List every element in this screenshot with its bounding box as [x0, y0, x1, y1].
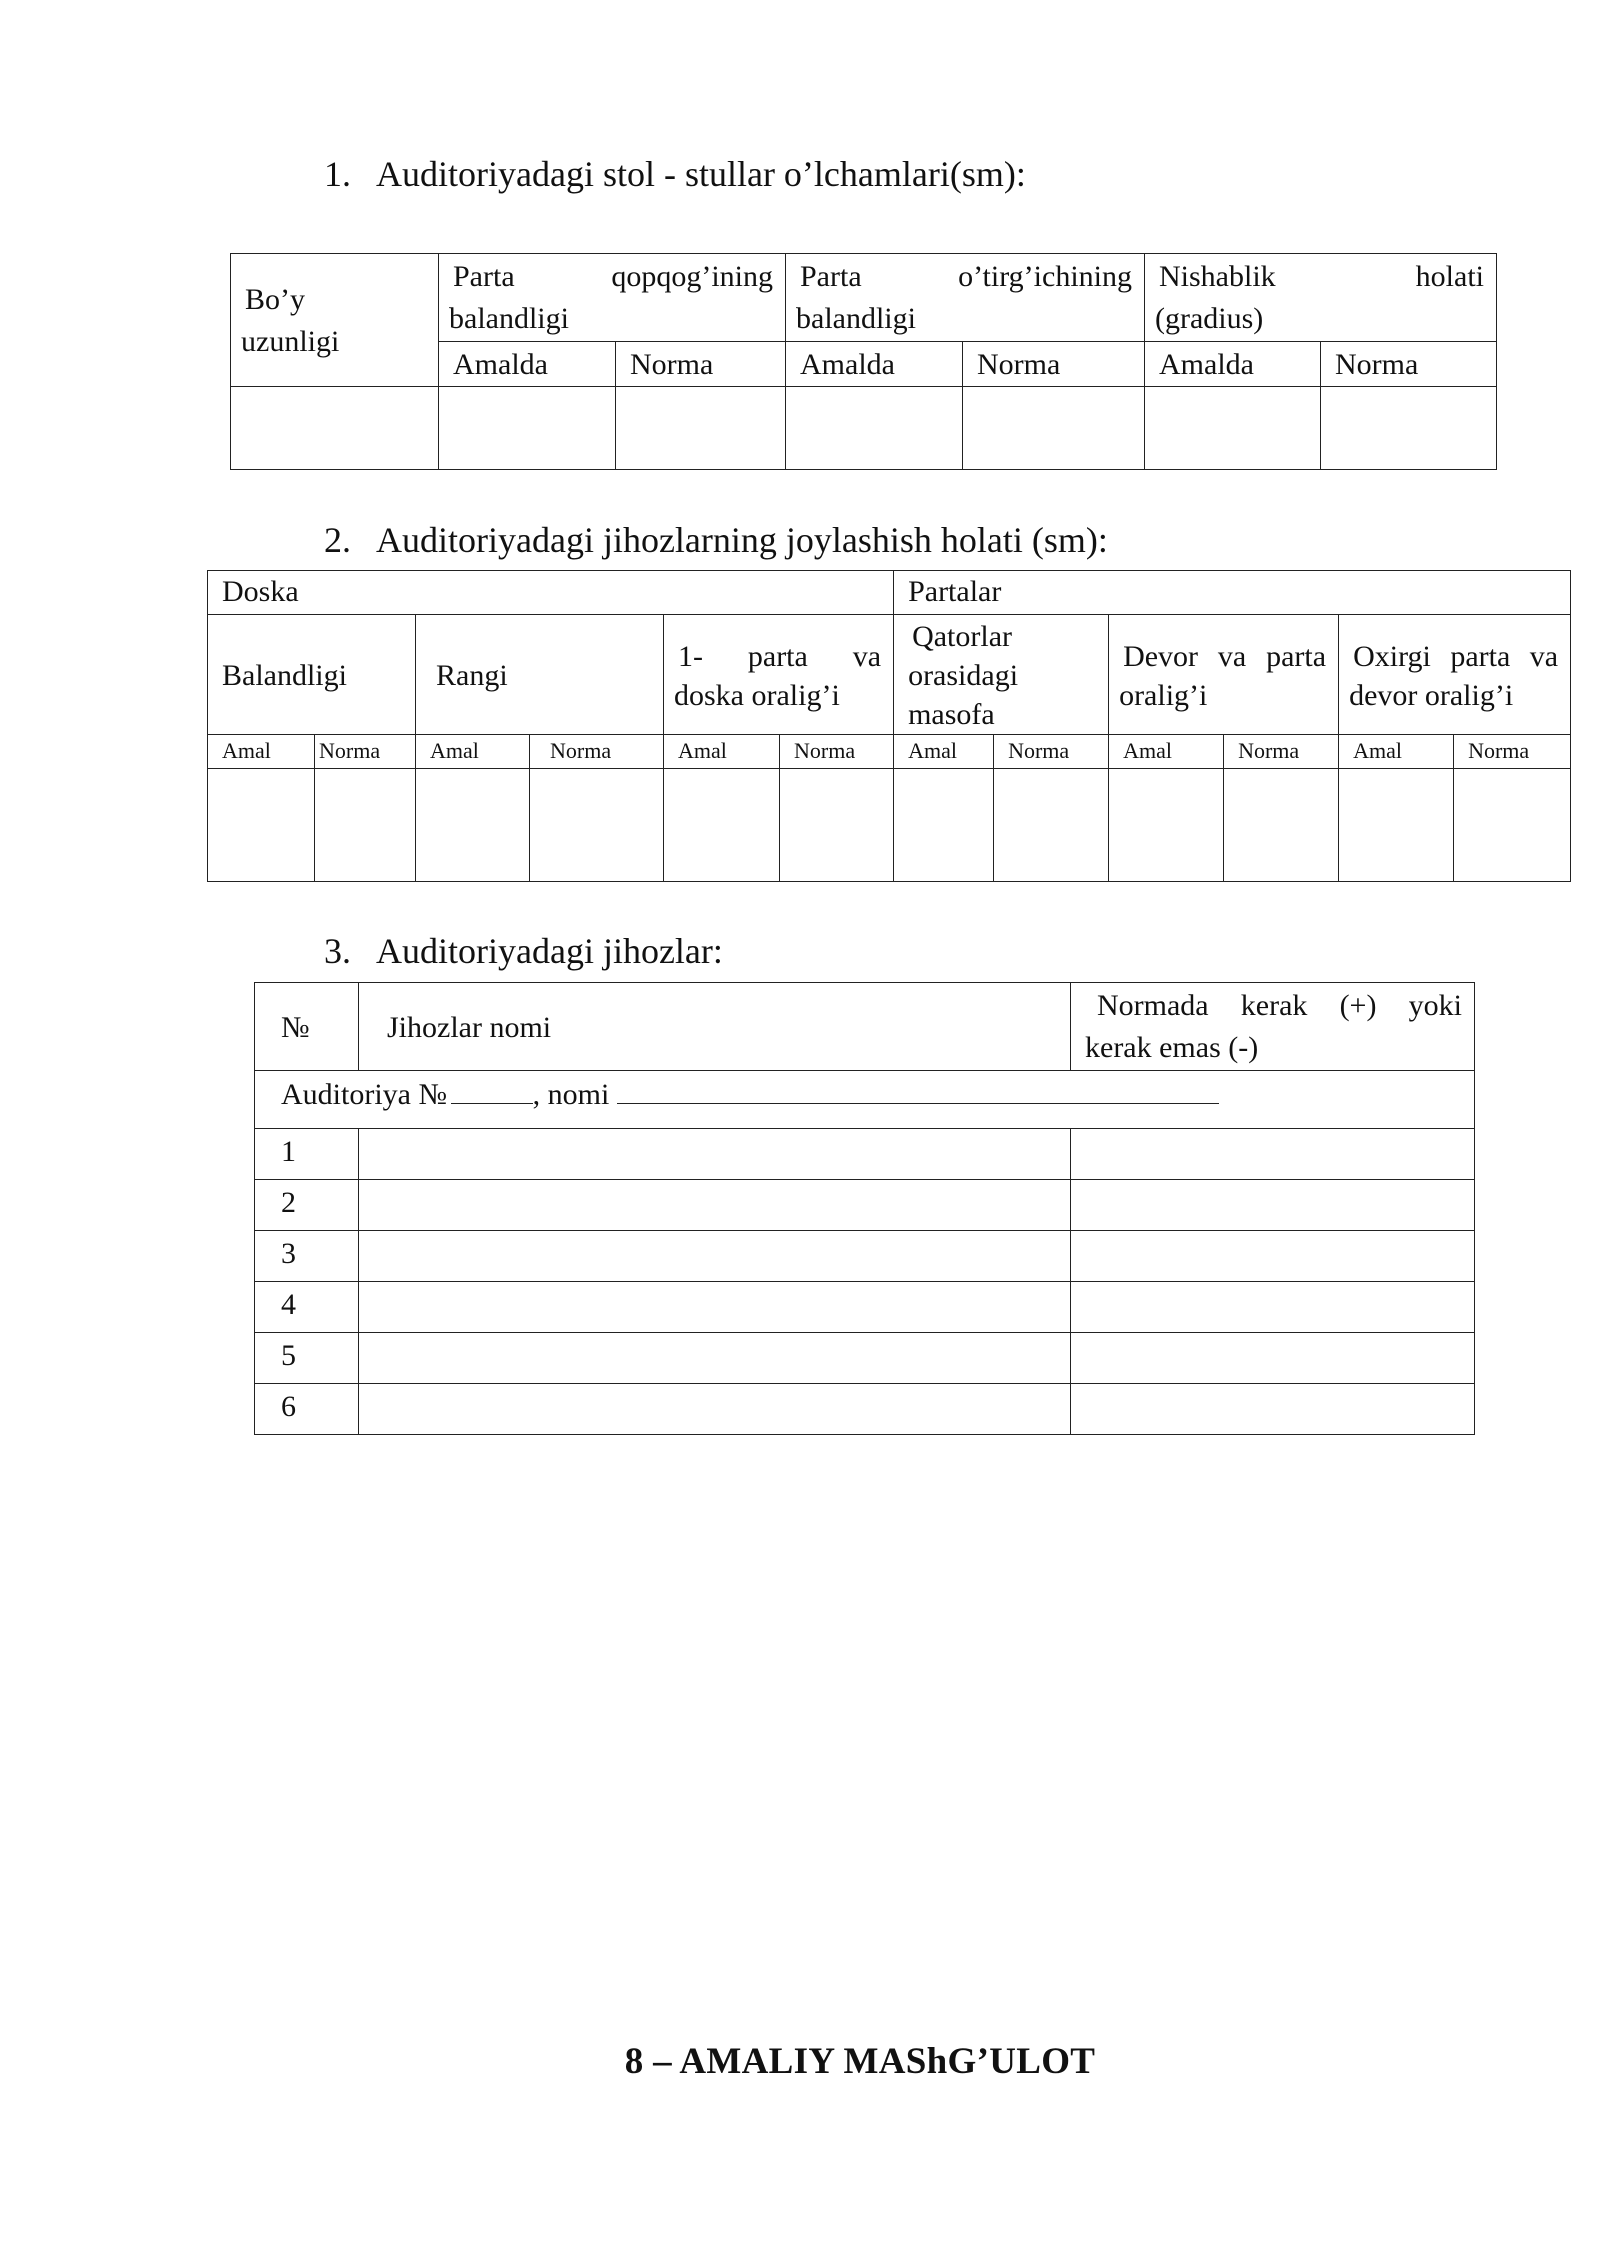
header-oxirgi-c: va — [1529, 639, 1559, 673]
section3-number: 3. — [324, 931, 351, 971]
empty-cell[interactable] — [1224, 769, 1339, 882]
header-normada-c: (+) — [1339, 989, 1377, 1022]
section2-heading — [324, 518, 1108, 562]
sub-norma: Norma — [1224, 735, 1339, 769]
header-oxirgi-d: devor oralig’i — [1349, 678, 1514, 712]
equipment-norm-cell[interactable] — [1071, 1384, 1475, 1435]
equipment-norm-cell[interactable] — [1071, 1282, 1475, 1333]
sub-norma: Norma — [1321, 342, 1497, 387]
row-number: 4 — [255, 1282, 359, 1333]
header-parta-doska-c: va — [852, 639, 882, 673]
section2-title: Auditoriyadagi jihozlarning joylashish holati (sm): — [376, 520, 1108, 560]
sub-norma: Norma — [963, 342, 1145, 387]
sub-norma: Norma — [530, 735, 664, 769]
header-parta-doska-d: doska oralig’i — [674, 678, 840, 712]
group-partalar: Partalar — [894, 571, 1571, 615]
header-qatorlar-3: masofa — [908, 698, 995, 731]
header-boy-line2: uzunligi — [241, 325, 340, 358]
header-number: № — [255, 983, 359, 1071]
empty-cell[interactable] — [894, 769, 994, 882]
sub-amalda: Amalda — [786, 342, 963, 387]
header-parta-doska-a: 1- — [678, 639, 703, 673]
sub-amal: Amal — [664, 735, 780, 769]
header-normada — [1071, 983, 1475, 1071]
header-parta-qopqog — [439, 254, 786, 342]
header-parta-otirg — [786, 254, 1145, 342]
row-number: 3 — [255, 1231, 359, 1282]
empty-cell[interactable] — [439, 387, 616, 470]
header-normada-d: yoki — [1408, 989, 1462, 1022]
header-devor-b: va — [1217, 639, 1247, 673]
header-normada-b: kerak — [1240, 989, 1308, 1022]
empty-cell[interactable] — [1454, 769, 1571, 882]
empty-cell[interactable] — [963, 387, 1145, 470]
table-dimensions — [230, 253, 1497, 470]
equipment-name-cell[interactable] — [359, 1231, 1071, 1282]
row-number: 2 — [255, 1180, 359, 1231]
empty-cell[interactable] — [616, 387, 786, 470]
empty-cell[interactable] — [231, 387, 439, 470]
sub-amal: Amal — [416, 735, 530, 769]
header-parta-qopqog-a: Parta — [453, 260, 515, 293]
header-devor-a: Devor — [1123, 639, 1199, 673]
table-placement — [207, 570, 1571, 882]
section2-number: 2. — [324, 520, 351, 560]
header-oxirgi-b: parta — [1450, 639, 1511, 673]
equipment-norm-cell[interactable] — [1071, 1333, 1475, 1384]
header-jihozlar-nomi: Jihozlar nomi — [359, 983, 1071, 1071]
auditoriya-nomi-label: , nomi — [532, 1078, 610, 1111]
sub-norma: Norma — [616, 342, 786, 387]
header-normada-a: Normada — [1097, 989, 1209, 1022]
header-parta-otirg-a: Parta — [800, 260, 862, 293]
equipment-norm-cell[interactable] — [1071, 1231, 1475, 1282]
footer-title: 8 – AMALIY MAShG’ULOT — [624, 2041, 1096, 2082]
header-parta-otirg-b: o’tirg’ichining — [958, 260, 1132, 293]
header-nishablik-c: (gradius) — [1155, 302, 1264, 335]
header-parta-qopqog-c: balandligi — [449, 302, 569, 335]
header-devor-parta — [1109, 615, 1339, 735]
sub-amal: Amal — [1339, 735, 1454, 769]
equipment-name-cell[interactable] — [359, 1384, 1071, 1435]
sub-amal: Amal — [894, 735, 994, 769]
empty-cell[interactable] — [1339, 769, 1454, 882]
header-parta-otirg-c: balandligi — [796, 302, 916, 335]
header-nishablik — [1145, 254, 1497, 342]
header-parta-doska-b: parta — [747, 639, 808, 673]
row-number: 1 — [255, 1129, 359, 1180]
sub-norma: Norma — [315, 735, 416, 769]
empty-cell[interactable] — [1109, 769, 1224, 882]
section3-heading — [324, 929, 723, 973]
header-balandligi: Balandligi — [208, 615, 416, 735]
empty-cell[interactable] — [315, 769, 416, 882]
equipment-name-cell[interactable] — [359, 1333, 1071, 1384]
header-nishablik-a: Nishablik — [1159, 260, 1276, 293]
sub-norma: Norma — [994, 735, 1109, 769]
header-qatorlar — [894, 615, 1109, 735]
auditoriya-row — [255, 1071, 1475, 1129]
section1-heading — [324, 152, 1026, 196]
header-qatorlar-1: Qatorlar — [912, 620, 1013, 653]
header-rangi: Rangi — [416, 615, 664, 735]
empty-cell[interactable] — [530, 769, 664, 882]
empty-cell[interactable] — [208, 769, 315, 882]
empty-cell[interactable] — [780, 769, 894, 882]
empty-cell[interactable] — [416, 769, 530, 882]
header-qatorlar-2: orasidagi — [908, 659, 1019, 692]
auditoriya-number-blank[interactable] — [451, 1073, 533, 1104]
empty-cell[interactable] — [994, 769, 1109, 882]
auditoriya-prefix: Auditoriya № — [281, 1078, 448, 1111]
header-devor-d: oralig’i — [1119, 678, 1208, 712]
row-number: 6 — [255, 1384, 359, 1435]
header-parta-doska — [664, 615, 894, 735]
section3-title: Auditoriyadagi jihozlar: — [376, 931, 723, 971]
sub-norma: Norma — [780, 735, 894, 769]
row-number: 5 — [255, 1333, 359, 1384]
header-boy-line1: Bo’y — [245, 283, 305, 316]
auditoriya-name-blank[interactable] — [617, 1073, 1219, 1104]
empty-cell[interactable] — [786, 387, 963, 470]
empty-cell[interactable] — [1145, 387, 1321, 470]
equipment-norm-cell[interactable] — [1071, 1180, 1475, 1231]
sub-norma: Norma — [1454, 735, 1571, 769]
header-oxirgi-a: Oxirgi — [1353, 639, 1431, 673]
sub-amal: Amal — [208, 735, 315, 769]
empty-cell[interactable] — [664, 769, 780, 882]
equipment-name-cell[interactable] — [359, 1180, 1071, 1231]
header-boy-uzunligi — [231, 254, 439, 387]
equipment-name-cell[interactable] — [359, 1129, 1071, 1180]
empty-cell[interactable] — [1321, 387, 1497, 470]
sub-amalda: Amalda — [1145, 342, 1321, 387]
section1-number: 1. — [324, 154, 351, 194]
sub-amalda: Amalda — [439, 342, 616, 387]
sub-amal: Amal — [1109, 735, 1224, 769]
table-equipment — [254, 982, 1475, 1435]
header-oxirgi-parta — [1339, 615, 1571, 735]
header-nishablik-b: holati — [1415, 260, 1484, 293]
section1-title: Auditoriyadagi stol - stullar o’lchamlari(sm): — [376, 154, 1026, 194]
equipment-name-cell[interactable] — [359, 1282, 1071, 1333]
header-normada-e: kerak emas (-) — [1085, 1031, 1259, 1064]
header-devor-c: parta — [1266, 639, 1327, 673]
group-doska: Doska — [208, 571, 894, 615]
header-parta-qopqog-b: qopqog’ining — [611, 260, 773, 293]
equipment-norm-cell[interactable] — [1071, 1129, 1475, 1180]
